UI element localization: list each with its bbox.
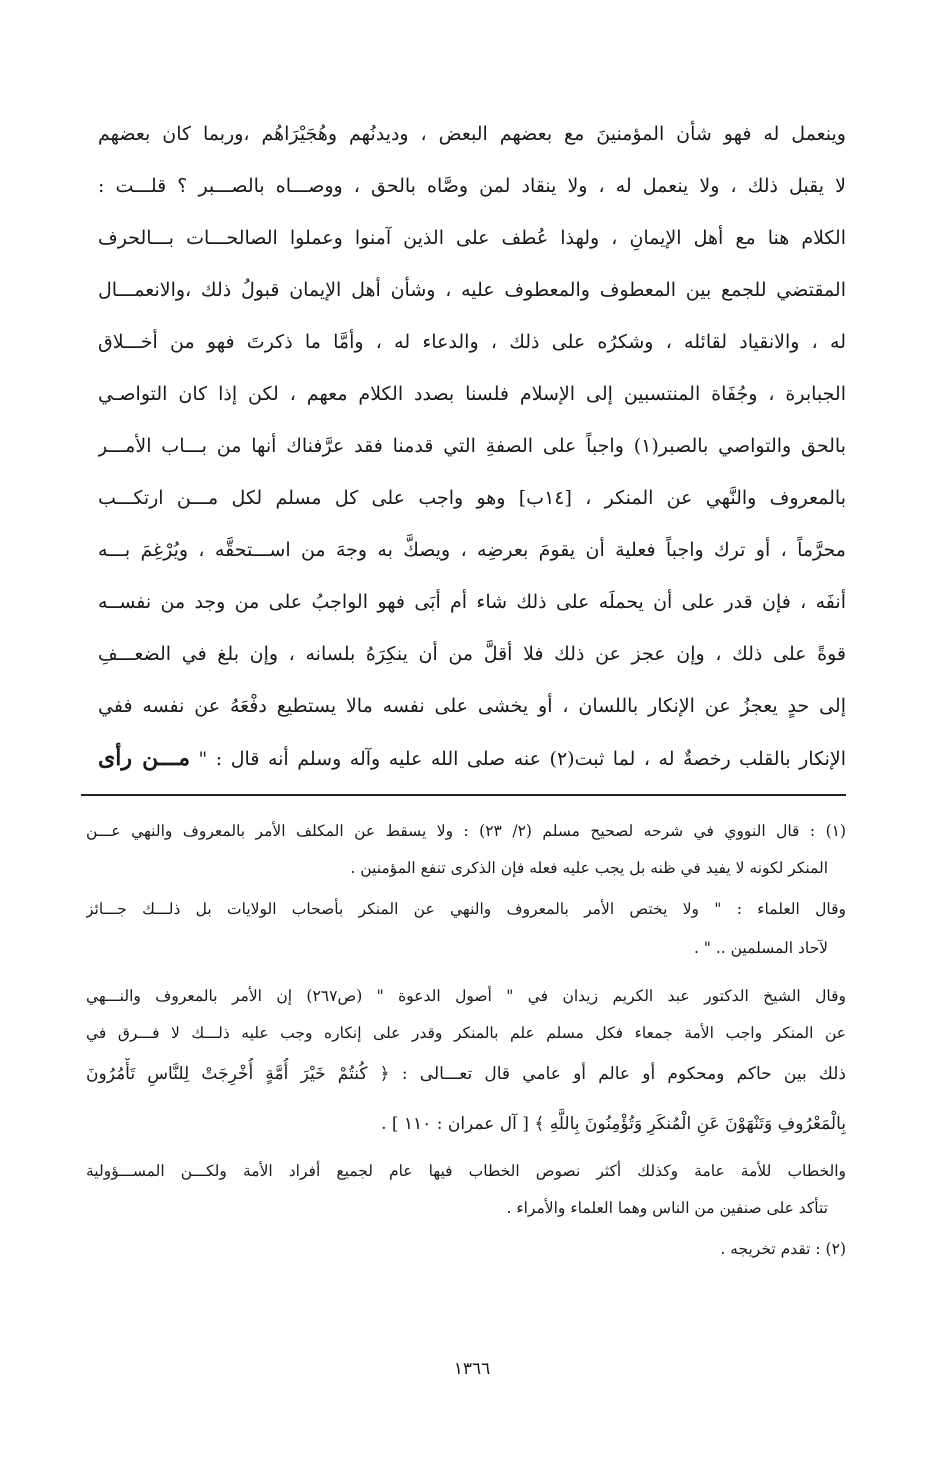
main-text-line-last: [98, 738, 846, 778]
footnote-line: بِالْمَعْرُوفِ وَتَنْهَوْنَ عَنِ الْمُنكَرِ وَتُؤْمِنُونَ بِاللَّهِ ﴾ [ آل عمران : ١١٠ ] .: [381, 1114, 846, 1134]
footnote-line: وقال العلماء : " ولا يختص الأمر بالمعروف والنهي عن المنكر بأصحاب الولايات بل ذلـــك جـــائز: [86, 900, 846, 918]
footnote-line: المنكر لكونه لا يفيد في ظنه بل يجب عليه فعله فإن الذكرى تنفع المؤمنين .: [350, 859, 828, 877]
main-text-line: إلى حدٍ يعجزُ عن الإنكار باللسان ، أو يخشى على نفسه مالا يستطيع دفْعَهُ عن نفسه ففي: [98, 695, 846, 717]
main-text-line: لا يقبل ذلك ، ولا ينعمل له ، ولا ينقاد لمن وصَّاه بالحق ، ووصـــاه بالصـــبر ؟ قلـــت :: [98, 175, 846, 197]
page-number: ١٣٦٦: [453, 1359, 491, 1379]
main-text-line: الجبابرة ، وجُفَاة المنتسبين إلى الإسلام فلسنا بصدد الكلام معهم ، لكن إذا كان التواصـي: [98, 383, 846, 405]
footnote-line: عن المنكر واجب الأمة جمعاء فكل مسلم علم بالمنكر وقدر على إنكاره وجب عليه ذلـــك لا فـــرق في: [86, 1024, 846, 1042]
main-text-line: له ، والانقياد لقائله ، وشكرُه على ذلك ، والدعاء له ، وأمَّا ما ذكرتَ فهو من أخـــلاق: [98, 331, 846, 353]
footnote-line: لآحاد المسلمين .. " .: [693, 939, 828, 957]
footnote-line: والخطاب للأمة عامة وكذلك أكثر نصوص الخطاب فيها عام لجميع أفراد الأمة ولكـــن المســـؤولية: [86, 1162, 846, 1180]
main-text-line: قوةً على ذلك ، وإن عجز عن ذلك فلا أقلَّ من أن ينكِرَهُ بلسانه ، وإن بلغ في الضعـــفِ: [98, 643, 846, 665]
main-text-line: بالمعروف والنَّهي عن المنكر ، [١٤ب] وهو واجب على كل مسلم لكل مـــن ارتكـــب: [98, 487, 846, 509]
main-text-line: بالحق والتواصي بالصبر(١) واجباً على الصفةِ التي قدمنا فقد عرَّفناك أنها من بـــاب الأمـــر: [98, 435, 846, 457]
hadith-opening-bold: مـــن رأى: [98, 745, 190, 771]
footnote-line: ذلك بين حاكم ومحكوم أو عالم أو عامي قال تعـــالى : ﴿ كُنتُمْ خَيْرَ أُمَّةٍ أُخْرِجَتْ لِلنَّاسِ تَأْمُرُونَ: [86, 1064, 846, 1084]
main-text-line: الكلام هنا مع أهل الإيمانِ ، ولهذا عُطف على الذين آمنوا وعملوا الصالحـــات بـــالحرف: [98, 227, 846, 249]
footnote-line: (١) : قال النووي في شرحه لصحيح مسلم (٢/ ٢٣) : ولا يسقط عن المكلف الأمر بالمعروف والنهي عـــن: [86, 822, 846, 840]
footnote-line: (٢) : تقدم تخريجه .: [720, 1240, 846, 1258]
main-text-segment: الإنكار بالقلب رخصةٌ له ، لما ثبت(٢) عنه صلى الله عليه وآله وسلم أنه قال : ": [198, 748, 846, 770]
main-text-line: وينعمل له فهو شأن المؤمنينَ مع بعضهم البعض ، وديدنُهم وهُجَيْرَاهُم ،وربما كان بعضهم: [98, 123, 846, 145]
main-text-line: أنفَه ، فإن قدر على أن يحملَه على ذلك شاء أم أبَى فهو الواجبُ على من وجد من نفســه: [98, 591, 846, 613]
footnote-separator: [81, 794, 846, 796]
footnote-line: وقال الشيخ الدكتور عبد الكريم زيدان في " أصول الدعوة " (ص٢٦٧) إن الأمر بالمعروف والنـــهي: [86, 987, 846, 1005]
main-text-line: المقتضي للجمع بين المعطوف والمعطوف عليه ، وشأن أهل الإيمان قبولُ ذلك ،والانعمـــال: [98, 279, 846, 301]
footnote-line: تتأكد على صنفين من الناس وهما العلماء والأمراء .: [506, 1199, 828, 1217]
main-text-line: محرَّماً ، أو ترك واجباً فعلية أن يقومَ بعرضِه ، ويصكَّ به وجهَ من اســـتحقَّه ، ويُرْغِمَ بـــه: [98, 539, 846, 561]
